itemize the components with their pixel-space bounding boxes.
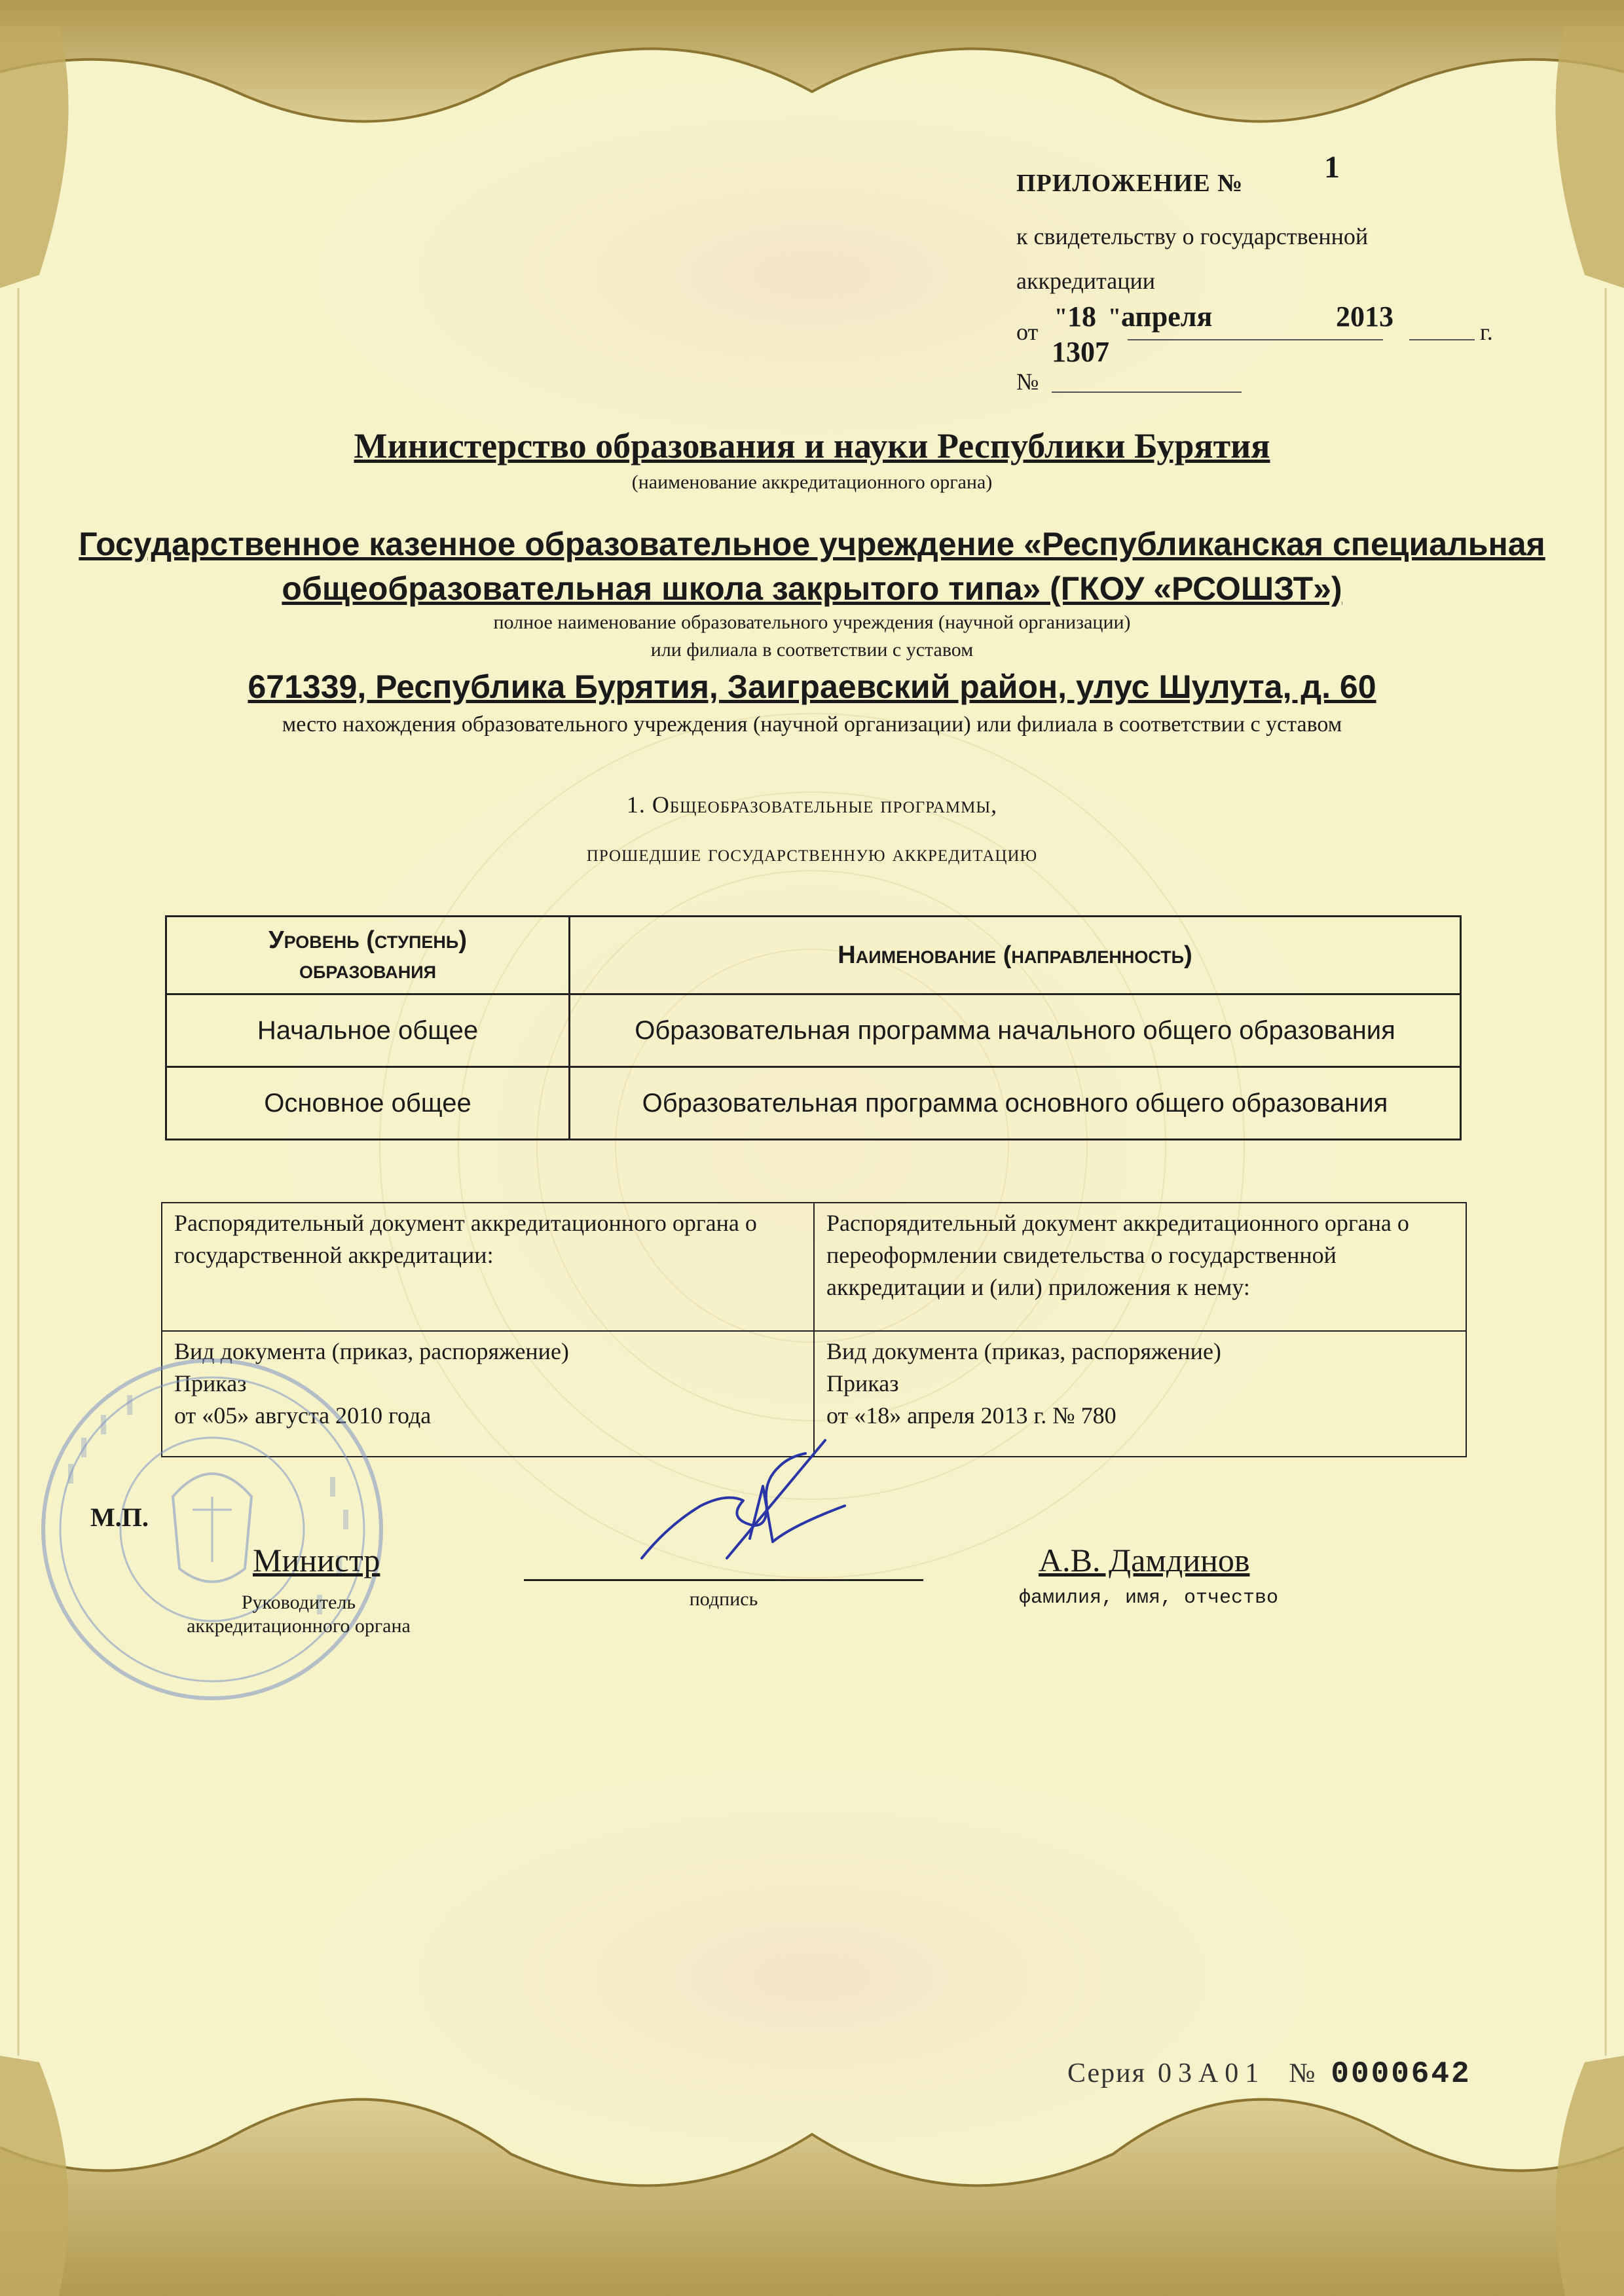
institution-caption-line-1: полное наименование образовательного учреждения (научной организации): [493, 611, 1131, 633]
signature-line: [524, 1579, 923, 1581]
signer-full-name: А.В. Дамдинов: [1039, 1542, 1250, 1578]
signer-position-caption: [128, 1591, 469, 1638]
section-title-line-1: 1. Общеобразовательные программы,: [626, 792, 998, 818]
ministry-caption: (наименование аккредитационного органа): [631, 471, 993, 493]
signer-name-caption: фамилия, имя, отчество: [1019, 1587, 1279, 1609]
institution-name-line-2: общеобразовательная школа закрытого типа» (ГКОУ «РСОШЗТ»): [282, 570, 1342, 607]
signer-caption-line-1: Руководитель: [241, 1592, 356, 1613]
address-caption: место нахождения образовательного учреждения (научной организации) или филиала в соответствии с уставом: [282, 712, 1342, 737]
date-year-suffix: г.: [1480, 319, 1493, 345]
accreditation-document-header: Распорядительный документ аккредитационного органа о государственной аккредитации:: [162, 1203, 814, 1331]
institution-address: 671339, Республика Бурятия, Заиграевский район, улус Шулута, д. 60: [248, 668, 1376, 705]
program-name: Образовательная программа основного общего образования: [570, 1067, 1461, 1140]
header-level: [166, 917, 570, 994]
document-date: от «18» апреля 2013 г. № 780: [826, 1402, 1116, 1429]
series-code: 03А01: [1157, 2058, 1266, 2088]
header-program-name: Наименование (направленность): [570, 917, 1461, 994]
signer-caption-line-2: аккредитационного органа: [187, 1615, 411, 1637]
series-number-sign: №: [1289, 2058, 1317, 2088]
reissue-document-header: Распорядительный документ аккредитационного органа о переоформлении свидетельства о государственной аккредитации и (или) приложения к нему:: [814, 1203, 1466, 1331]
appendix-line-1: к свидетельству о государственной: [1016, 223, 1369, 249]
appendix-label: ПРИЛОЖЕНИЕ №: [1016, 170, 1244, 197]
date-day: 18: [1067, 301, 1096, 333]
certificate-number-underline: [1052, 392, 1242, 393]
series-block: [1067, 2057, 1471, 2091]
certificate-number: 1307: [1052, 336, 1109, 368]
header-level-line-1: Уровень (ступень): [268, 926, 467, 954]
appendix-line-2: аккредитации: [1016, 268, 1155, 294]
reissue-document: [814, 1331, 1466, 1457]
date-quote-open: ": [1054, 303, 1067, 329]
header-level-line-2: образования: [299, 957, 437, 984]
institution-name-line-1: Государственное казенное образовательное учреждение «Республиканская специальная: [79, 526, 1545, 562]
series-number: 0000642: [1331, 2057, 1471, 2091]
programs-table: [165, 915, 1462, 1140]
signature-caption: подпись: [689, 1588, 758, 1610]
document-type-label: Вид документа (приказ, распоряжение): [174, 1338, 569, 1364]
date-underline: [1128, 339, 1383, 340]
program-level: Начальное общее: [166, 994, 570, 1067]
program-name: Образовательная программа начального общего образования: [570, 994, 1461, 1067]
institution-caption-line-2: или филиала в соответствии с уставом: [650, 639, 974, 661]
handwritten-signature: [629, 1427, 851, 1578]
programs-table-header: [166, 917, 1461, 994]
document-kind: Приказ: [826, 1370, 899, 1396]
program-level: Основное общее: [166, 1067, 570, 1140]
date-prefix: от: [1016, 319, 1039, 345]
series-label: Серия: [1067, 2058, 1146, 2088]
certificate-number-sign: №: [1016, 369, 1039, 395]
document-type-label: Вид документа (приказ, распоряжение): [826, 1338, 1221, 1364]
date-underline-year: [1409, 339, 1475, 340]
date-quote-close: ": [1108, 303, 1121, 329]
section-title-line-2: прошедшие государственную аккредитацию: [586, 840, 1038, 866]
official-seal-stamp: [29, 1346, 396, 1713]
table-row: [166, 994, 1461, 1067]
appendix-number: 1: [1324, 150, 1340, 185]
ministry-name: Министерство образования и науки Республики Бурятия: [354, 426, 1270, 465]
document-date: от «05» августа 2010 года: [174, 1402, 432, 1429]
table-row: [166, 1067, 1461, 1140]
document-kind: Приказ: [174, 1370, 247, 1396]
seal-place-label: М.П.: [90, 1503, 149, 1532]
date-year: 2013: [1336, 301, 1393, 333]
date-month: апреля: [1121, 301, 1213, 333]
documents-table-header: [162, 1203, 1466, 1331]
signer-position: Министр: [253, 1542, 380, 1578]
